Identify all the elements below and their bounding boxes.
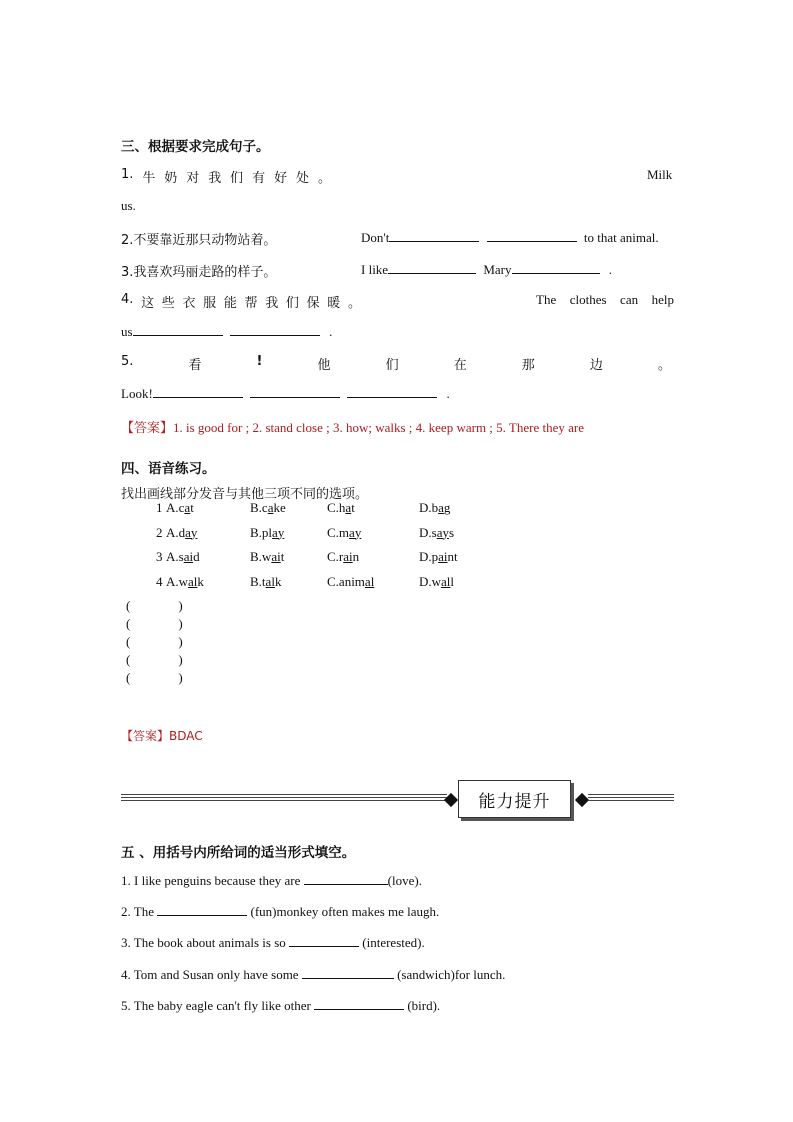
fill-item-hint: (sandwich)for lunch.: [397, 967, 506, 982]
underlined-letters: ai: [438, 549, 448, 564]
fill-item-hint: (love).: [387, 873, 422, 888]
answer-blank[interactable]: [389, 229, 479, 242]
q1-english-start: Milk: [647, 167, 673, 182]
fill-item-hint: (interested).: [362, 935, 425, 950]
answer-parentheses: [126, 597, 183, 687]
answer-blank[interactable]: [388, 261, 476, 274]
answer-blank[interactable]: [289, 934, 359, 947]
option-text: D.b: [419, 500, 439, 515]
phonics-option-d: [419, 549, 458, 565]
option-text: A.s: [166, 549, 184, 564]
phonics-row-number: 4: [156, 573, 163, 589]
section3-answer: [121, 417, 584, 436]
underlined-letters: ay: [185, 524, 198, 540]
q5-char: 看: [188, 358, 202, 373]
phonics-option-d: [419, 525, 454, 541]
q4-chinese: [121, 292, 361, 311]
q4-word: can: [620, 292, 639, 307]
q1-char: 我: [208, 171, 222, 186]
q1-chinese: [121, 167, 331, 186]
section4-instruction: 找出画线部分发音与其他三项不同的选项。: [121, 487, 369, 502]
q5-char: 们: [385, 358, 399, 373]
phonics-option-d: [419, 500, 450, 516]
option-text: B.t: [250, 573, 266, 589]
q5-english: [121, 385, 450, 402]
phonics-option-c: [327, 574, 374, 590]
q4-char: 能: [223, 296, 237, 311]
option-text: g: [443, 500, 451, 515]
option-text: B.pl: [250, 524, 273, 540]
answer-blank[interactable]: [314, 997, 404, 1010]
q5-char: 。: [657, 358, 671, 373]
option-text: t: [190, 500, 194, 515]
underlined-letters: ay: [272, 524, 285, 540]
phonics-option-b: [250, 500, 286, 516]
banner-rule-left: [121, 794, 447, 806]
phonics-option-b: [250, 525, 284, 541]
option-text: n: [352, 549, 360, 564]
answer-tag: 【答案】: [121, 421, 174, 436]
underlined-letters: al: [265, 573, 275, 589]
phonics-option-d: [419, 574, 454, 590]
fill-item-text: 5. The baby eagle can't fly like other: [121, 998, 311, 1013]
q1-char: 有: [252, 171, 266, 186]
underlined-letters: ay: [436, 524, 449, 540]
q4-word: help: [651, 292, 674, 307]
answer-blank[interactable]: [302, 966, 394, 979]
q2-english-end: to that animal.: [583, 230, 659, 245]
q1-number: 1.: [121, 167, 134, 182]
q5-char: !: [256, 354, 263, 369]
section3-heading: 三、根据要求完成句子。: [121, 139, 270, 155]
q4-english-line2: [121, 323, 332, 340]
paren-row[interactable]: ( ): [126, 670, 183, 685]
q4-char: 保: [306, 296, 320, 311]
q3-chinese: 3.我喜欢玛丽走路的样子。: [121, 265, 277, 280]
answer-blank[interactable]: [347, 385, 437, 398]
q4-char: 这: [141, 296, 155, 311]
phonics-row-number: 3: [156, 549, 163, 564]
fill-item: [121, 872, 422, 889]
underlined-letters: ai: [183, 549, 194, 564]
option-text: ke: [273, 500, 286, 515]
fill-item-text: 1. I like penguins because they are: [121, 873, 301, 888]
section5-heading: 五 、用括号内所给词的适当形式填空。: [121, 845, 356, 861]
paren-row[interactable]: ( ): [126, 652, 183, 667]
option-text: l: [450, 573, 455, 589]
answer-blank[interactable]: [133, 323, 223, 336]
fill-item-text: 3. The book about animals is so: [121, 935, 286, 950]
q4-char: 服: [203, 296, 217, 311]
paren-row[interactable]: ( ): [126, 616, 183, 631]
underlined-letters: al: [188, 573, 198, 589]
option-text: k: [274, 573, 282, 589]
fill-item-hint: (bird).: [407, 998, 441, 1013]
q1-char: 牛: [142, 171, 156, 186]
q2-chinese: 2.不要靠近那只动物站着。: [121, 233, 277, 248]
option-text: C.r: [327, 549, 344, 564]
underlined-letters: a: [345, 500, 352, 515]
fill-item-hint: (fun)monkey often makes me laugh.: [250, 904, 440, 919]
q5-char: 边: [589, 358, 603, 373]
underlined-letters: al: [364, 573, 375, 589]
q3-english-mid: Mary: [483, 262, 512, 277]
section4-answer: [121, 727, 203, 744]
option-text: C.m: [327, 524, 350, 540]
q1-char: 。: [317, 171, 331, 186]
option-text: k: [197, 573, 204, 589]
banner-rule-right: [588, 794, 674, 806]
option-text: D.s: [419, 524, 437, 540]
q4-english-start: [536, 292, 674, 308]
q4-number: 4.: [121, 292, 134, 307]
q5-english-end: .: [446, 386, 450, 401]
diamond-icon: [575, 793, 589, 807]
phonics-option-b: [250, 574, 281, 590]
underlined-letters: a: [267, 500, 274, 515]
answer-blank[interactable]: [512, 261, 600, 274]
option-text: A.d: [166, 524, 186, 540]
answer-blank[interactable]: [304, 872, 388, 885]
q4-char: 些: [161, 296, 175, 311]
phonics-option-c: [327, 549, 359, 565]
answer-text: 1. is good for ; 2. stand close ; 3. how; walks ; 4. keep warm ; 5. There they are: [173, 420, 584, 435]
paren-row[interactable]: ( ): [126, 598, 183, 613]
q2-english-start: Don't: [361, 230, 390, 245]
option-text: C.h: [327, 500, 346, 515]
option-text: C.anim: [327, 573, 365, 589]
q4-char: 们: [285, 296, 299, 311]
q5-char: 在: [453, 358, 467, 373]
fill-item-text: 4. Tom and Susan only have some: [121, 967, 299, 982]
answer-blank[interactable]: [153, 385, 243, 398]
phonics-option-a: [166, 549, 200, 565]
phonics-option-c: [327, 500, 355, 516]
fill-item: [121, 997, 440, 1014]
underlined-letters: a: [438, 500, 444, 515]
q1-char: 好: [274, 171, 288, 186]
q2-english: [361, 229, 659, 246]
phonics-option-a: [166, 500, 194, 516]
q1-char: 对: [186, 171, 200, 186]
q1-english-end: us.: [121, 198, 136, 213]
underlined-letters: ai: [343, 549, 353, 564]
section4-heading: 四、语音练习。: [121, 461, 216, 477]
banner-title: 能力提升: [458, 780, 571, 818]
option-text: B.w: [250, 549, 272, 564]
underlined-letters: a: [184, 500, 191, 515]
phonics-option-c: [327, 525, 361, 541]
q1-char: 们: [230, 171, 244, 186]
option-text: A.c: [166, 500, 185, 515]
q3-english: [361, 261, 612, 278]
answer-text: BDAC: [169, 729, 203, 743]
option-text: t: [351, 500, 355, 515]
option-text: t: [280, 549, 285, 564]
option-text: D.w: [419, 573, 442, 589]
q3-english-start: I like: [361, 262, 389, 277]
phonics-option-b: [250, 549, 284, 565]
paren-row[interactable]: ( ): [126, 634, 183, 649]
option-text: D.p: [419, 549, 439, 564]
q3-english-end: .: [608, 262, 612, 277]
q5-chinese: [121, 354, 671, 373]
q4-char: 衣: [182, 296, 196, 311]
answer-blank[interactable]: [157, 903, 247, 916]
answer-blank[interactable]: [487, 229, 577, 242]
q5-number: 5.: [121, 354, 134, 369]
phonics-option-a: [166, 525, 197, 541]
underlined-letters: ai: [271, 549, 281, 564]
q5-char: 那: [521, 358, 535, 373]
q4-english-end: .: [329, 324, 333, 339]
phonics-row-number: 2: [156, 524, 163, 540]
fill-item: [121, 934, 425, 951]
q4-word: The: [536, 292, 557, 307]
q4-char: 帮: [244, 296, 258, 311]
phonics-option-a: [166, 574, 204, 590]
option-text: d: [193, 549, 200, 564]
phonics-row-number: 1: [156, 500, 163, 515]
option-text: B.c: [250, 500, 268, 515]
q4-char: 我: [265, 296, 279, 311]
answer-blank[interactable]: [230, 323, 320, 336]
underlined-letters: ay: [349, 524, 362, 540]
q4-char: 暖: [327, 296, 341, 311]
q4-word: clothes: [569, 292, 607, 307]
option-text: s: [448, 524, 455, 540]
option-text: nt: [447, 549, 458, 564]
answer-blank[interactable]: [250, 385, 340, 398]
fill-item: [121, 903, 439, 920]
answer-tag: 【答案】: [121, 729, 170, 743]
q5-english-start: Look!: [121, 386, 153, 401]
fill-item: [121, 966, 505, 983]
option-text: A.w: [166, 573, 189, 589]
q4-english-us: us: [121, 324, 133, 339]
q1-char: 奶: [164, 171, 178, 186]
q4-char: 。: [347, 296, 361, 311]
q5-char: 他: [317, 358, 331, 373]
q1-char: 处: [296, 171, 310, 186]
fill-item-text: 2. The: [121, 904, 154, 919]
underlined-letters: al: [441, 573, 451, 589]
